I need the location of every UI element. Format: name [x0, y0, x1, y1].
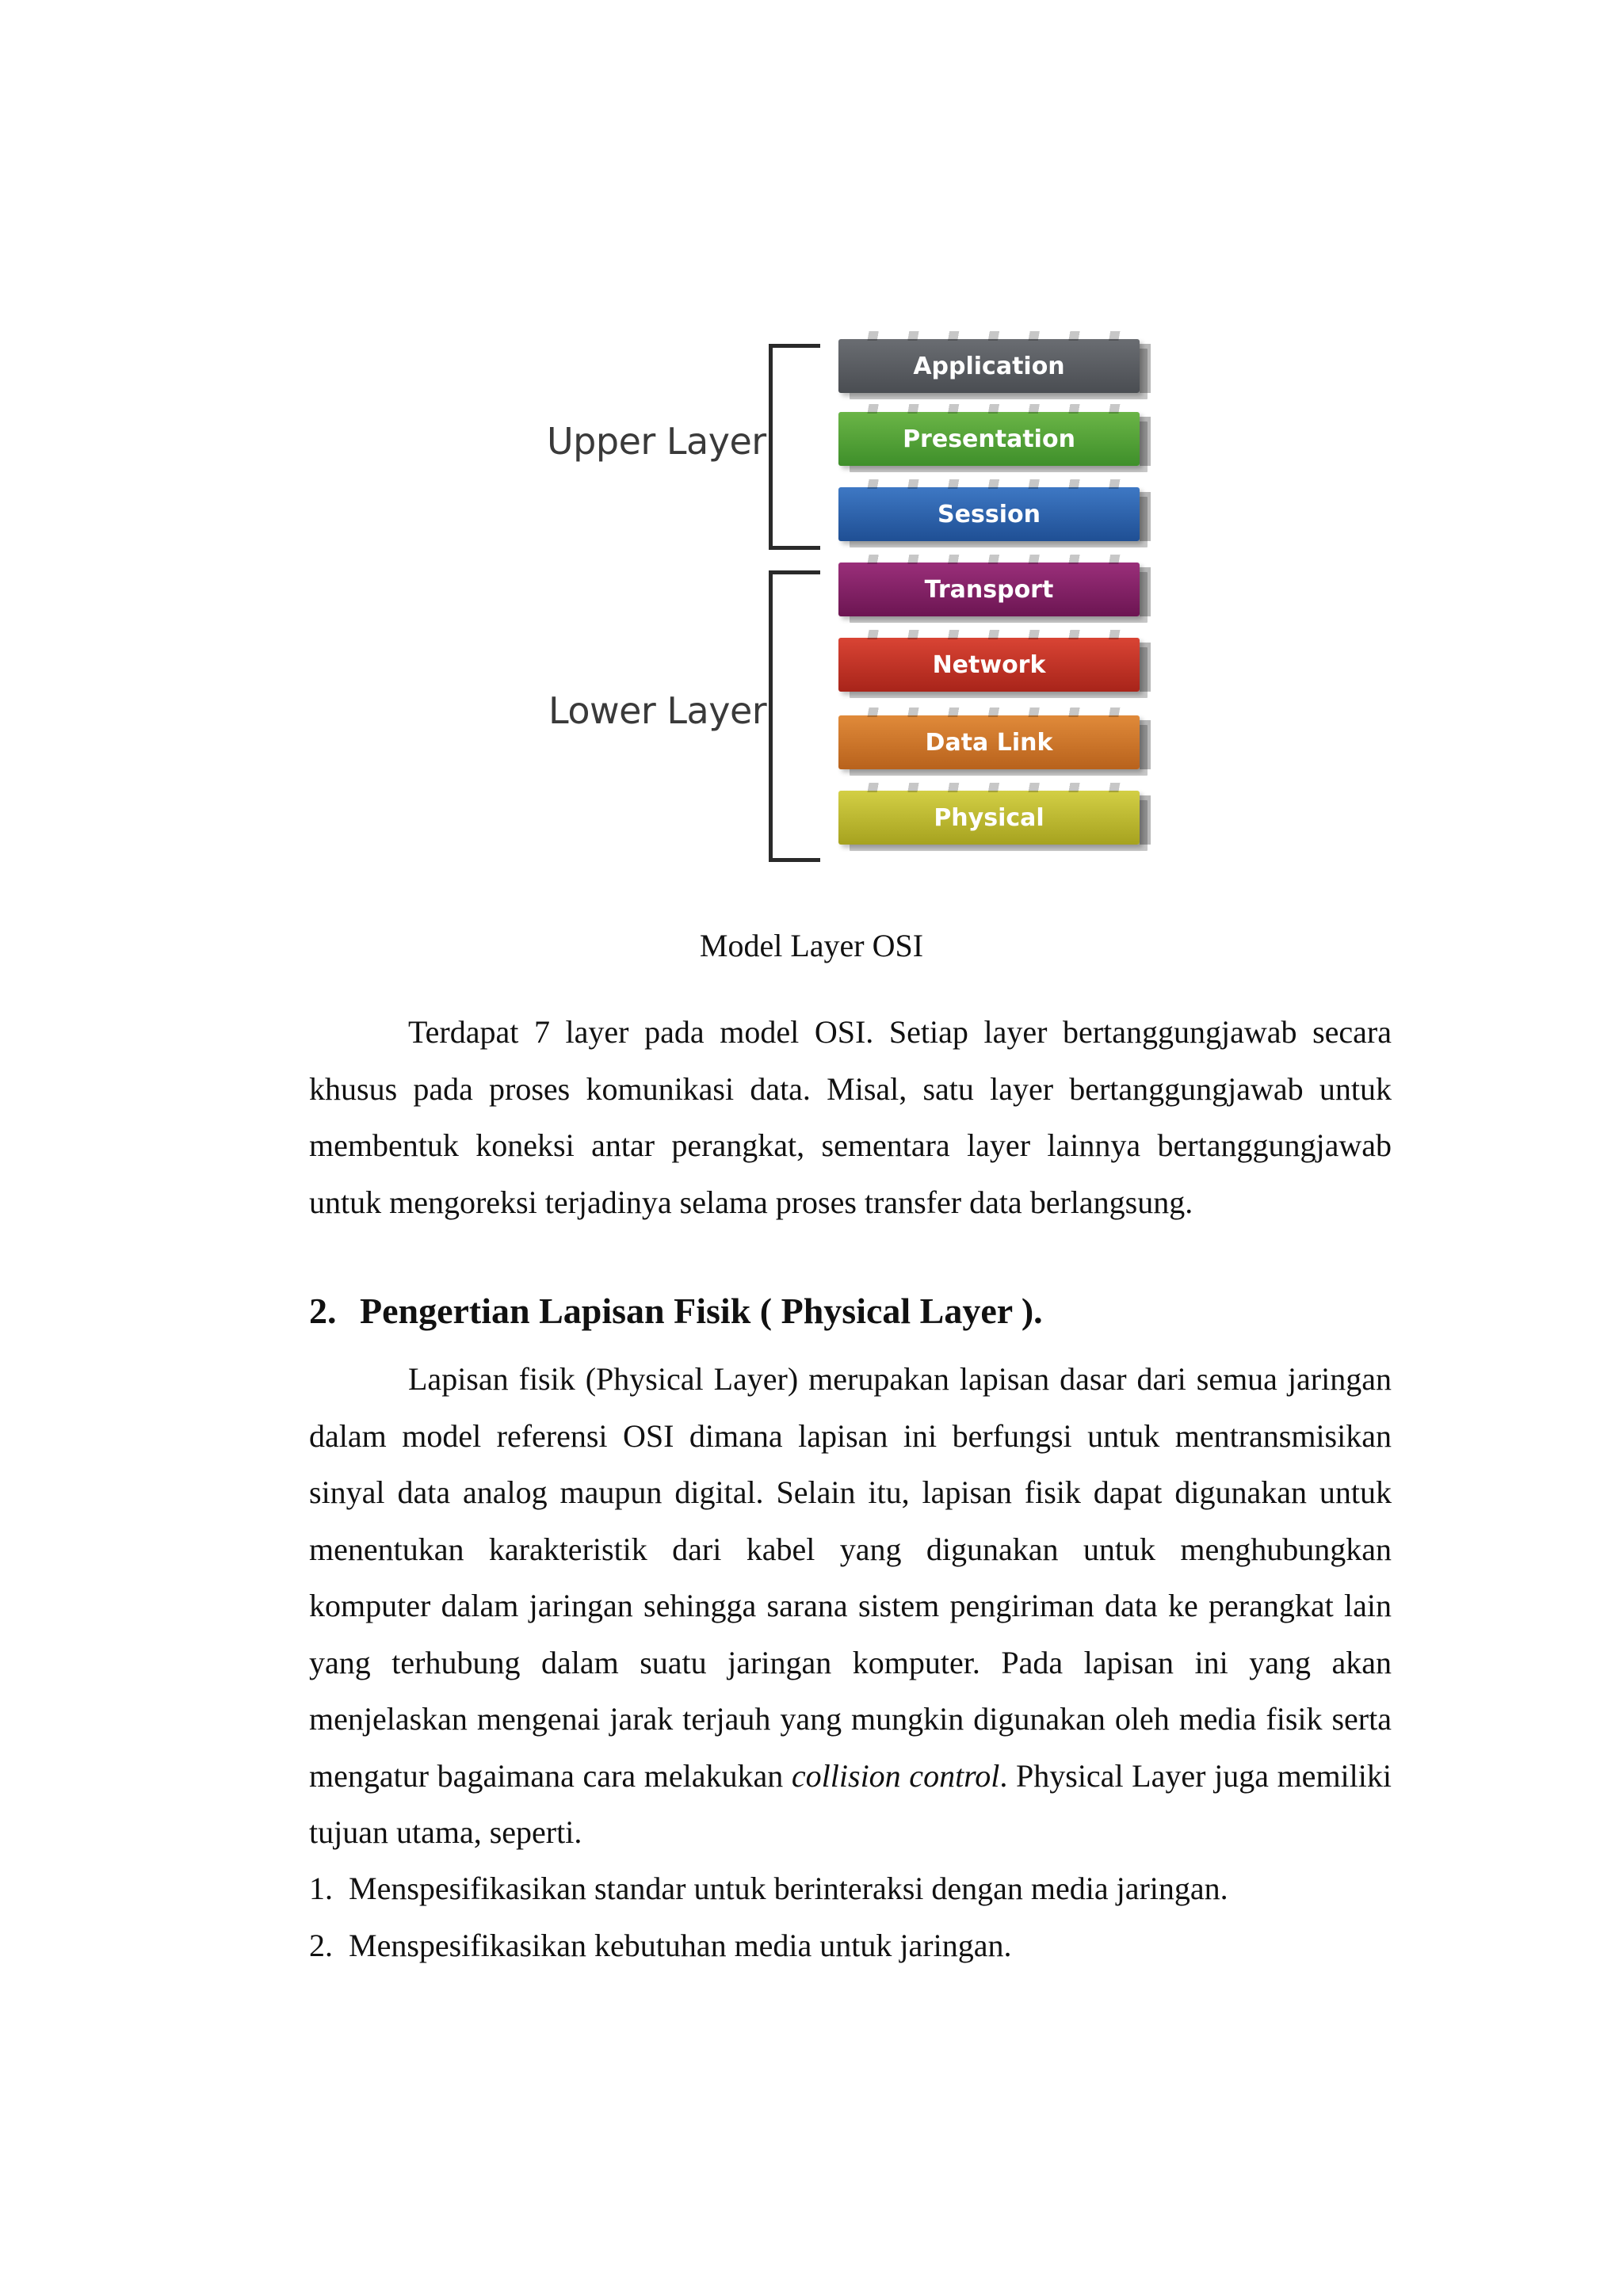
layer-application: Application [838, 339, 1140, 393]
lower-layer-bracket [769, 570, 820, 862]
upper-layer-bracket [769, 344, 820, 550]
layer-network: Network [838, 638, 1140, 692]
list-item-text: Menspesifikasikan kebutuhan media untuk jaringan. [349, 1927, 1012, 1963]
list-item [309, 1860, 1392, 1917]
list-item-number: 2. [309, 1927, 333, 1963]
paragraph-physical-layer [309, 1351, 1392, 1861]
upper-layer-label: Upper Layer [547, 420, 766, 463]
italic-term: collision control [791, 1757, 1000, 1794]
osi-layer-figure [539, 317, 1173, 871]
figure-caption: Model Layer OSI [699, 928, 924, 963]
layer-presentation: Presentation [838, 412, 1140, 466]
paragraph-osi-intro: Terdapat 7 layer pada model OSI. Setiap layer bertanggungjawab secara khusus pada proses komunikasi data. Misal, satu layer bertanggungjawab untuk membentuk koneksi antar perangkat, sementara layer lainnya bertanggungjawab untuk mengoreksi terjadinya selama proses transfer data berlangsung. [309, 1014, 1392, 1220]
goals-list [309, 1860, 1392, 1974]
list-item-number: 1. [309, 1871, 333, 1906]
section-number: 2. [309, 1291, 337, 1331]
list-item [309, 1917, 1392, 1974]
layer-data-link: Data Link [838, 715, 1140, 769]
layer-transport: Transport [838, 563, 1140, 616]
section-title: Pengertian Lapisan Fisik ( Physical Layer ). [360, 1291, 1043, 1331]
lower-layer-label: Lower Layer [548, 689, 767, 732]
list-item-text: Menspesifikasikan standar untuk berinteraksi dengan media jaringan. [349, 1871, 1228, 1906]
section-heading [309, 1290, 1043, 1332]
paragraph-physical-text: Lapisan fisik (Physical Layer) merupakan lapisan dasar dari semua jaringan dalam model referensi OSI dimana lapisan ini berfungsi untuk mentransmisikan sinyal data analog maupun digital. Selain itu, lapisan fisik dapat digunakan untuk menentukan karakteristik dari kabel yang digunakan untuk menghubungkan komputer dalam jaringan sehingga sarana sistem pengiriman data ke perangkat lain yang terhubung dalam suatu jaringan komputer. Pada lapisan ini yang akan menjelaskan mengenai jarak terjauh yang mungkin digunakan oleh media fisik serta mengatur bagaimana cara melakukan [309, 1361, 1392, 1794]
layer-physical: Physical [838, 791, 1140, 845]
layer-session: Session [838, 487, 1140, 541]
paragraph-physical-text-end: . Physical Layer juga memiliki tujuan utama, seperti. [309, 1757, 1392, 1850]
